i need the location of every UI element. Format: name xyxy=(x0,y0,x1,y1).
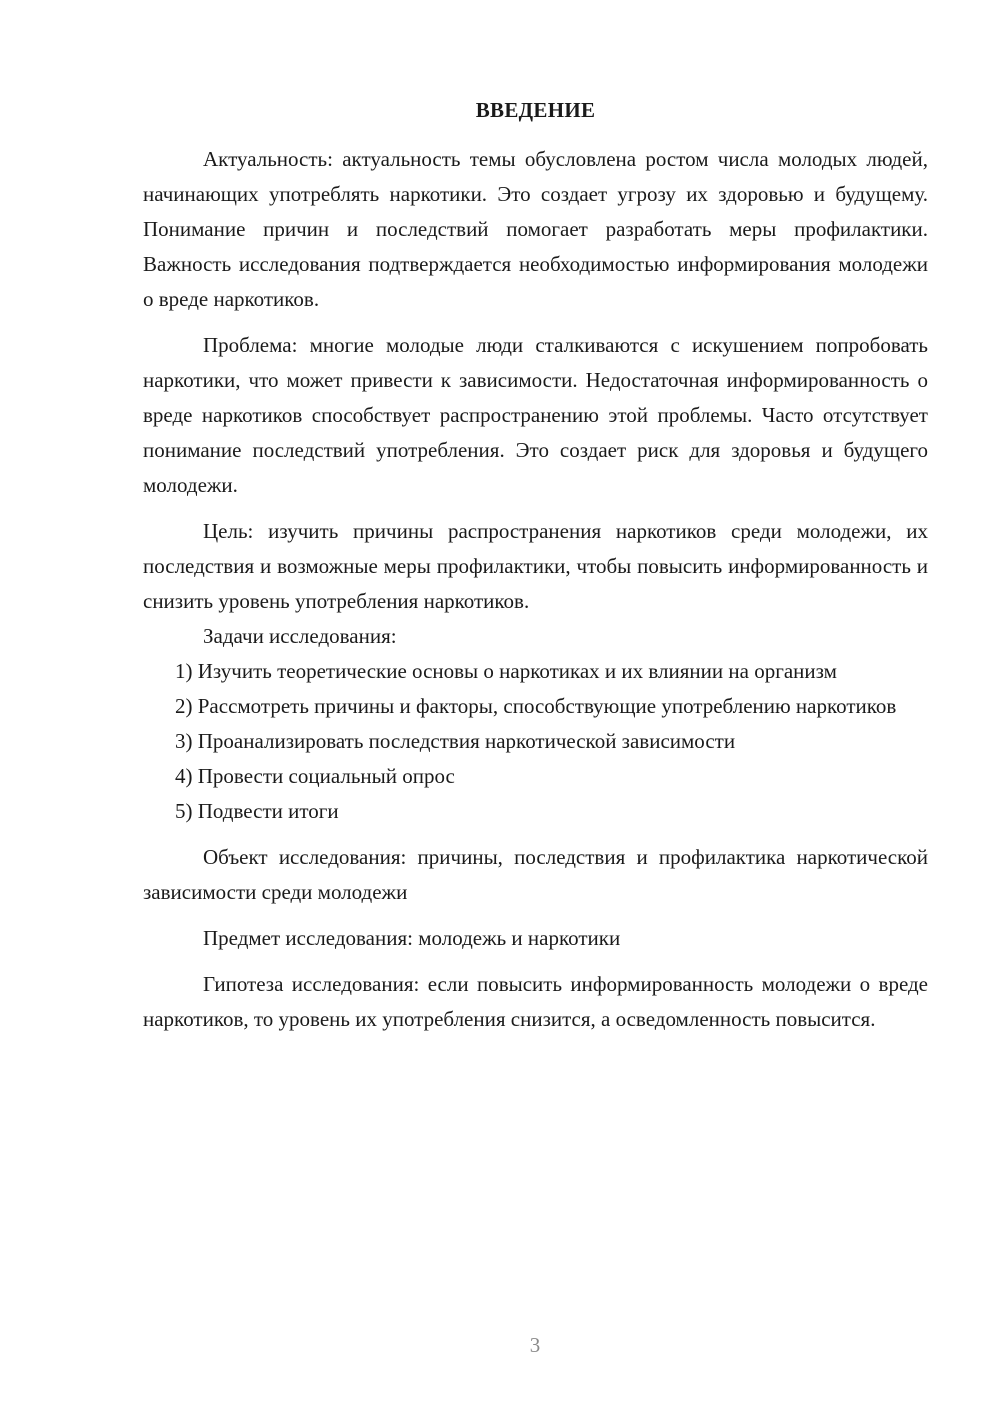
task-item-2: 2) Рассмотреть причины и факторы, способствующие употреблению наркотиков xyxy=(175,694,897,718)
tasks-heading: Задачи исследования: xyxy=(203,624,397,648)
task-item-5: 5) Подвести итоги xyxy=(175,799,339,823)
paragraph-subject: Предмет исследования: молодежь и наркотики xyxy=(203,926,621,950)
paragraph-relevance: Актуальность: актуальность темы обусловлена ростом числа молодых людей, начинающих употреблять наркотики. Это создает угрозу их здоровью и будущему. Понимание причин и последствий помогает разработать меры профилактики. Важность исследования подтверждается необходимостью информирования молодежи о вреде наркотиков. xyxy=(143,147,928,311)
page-title: ВВЕДЕНИЕ xyxy=(475,98,596,122)
document-page xyxy=(143,93,928,1037)
paragraph-object: Объект исследования: причины, последствия и профилактика наркотической зависимости среди молодежи xyxy=(143,845,928,904)
task-item-1: 1) Изучить теоретические основы о наркотиках и их влиянии на организм xyxy=(175,659,837,683)
task-item-4: 4) Провести социальный опрос xyxy=(175,764,455,788)
tasks-list xyxy=(143,654,928,829)
paragraph-problem: Проблема: многие молодые люди сталкиваются с искушением попробовать наркотики, что может привести к зависимости. Недостаточная информированность о вреде наркотиков способствует распространению этой проблемы. Часто отсутствует понимание последствий употребления. Это создает риск для здоровья и будущего молодежи. xyxy=(143,333,928,497)
page-number: 3 xyxy=(529,1333,541,1357)
task-item-3: 3) Проанализировать последствия наркотической зависимости xyxy=(175,729,736,753)
paragraph-hypothesis: Гипотеза исследования: если повысить информированность молодежи о вреде наркотиков, то уровень их употребления снизится, а осведомленность повысится. xyxy=(143,972,928,1031)
paragraph-goal: Цель: изучить причины распространения наркотиков среди молодежи, их последствия и возможные меры профилактики, чтобы повысить информированность и снизить уровень употребления наркотиков. xyxy=(143,519,928,613)
